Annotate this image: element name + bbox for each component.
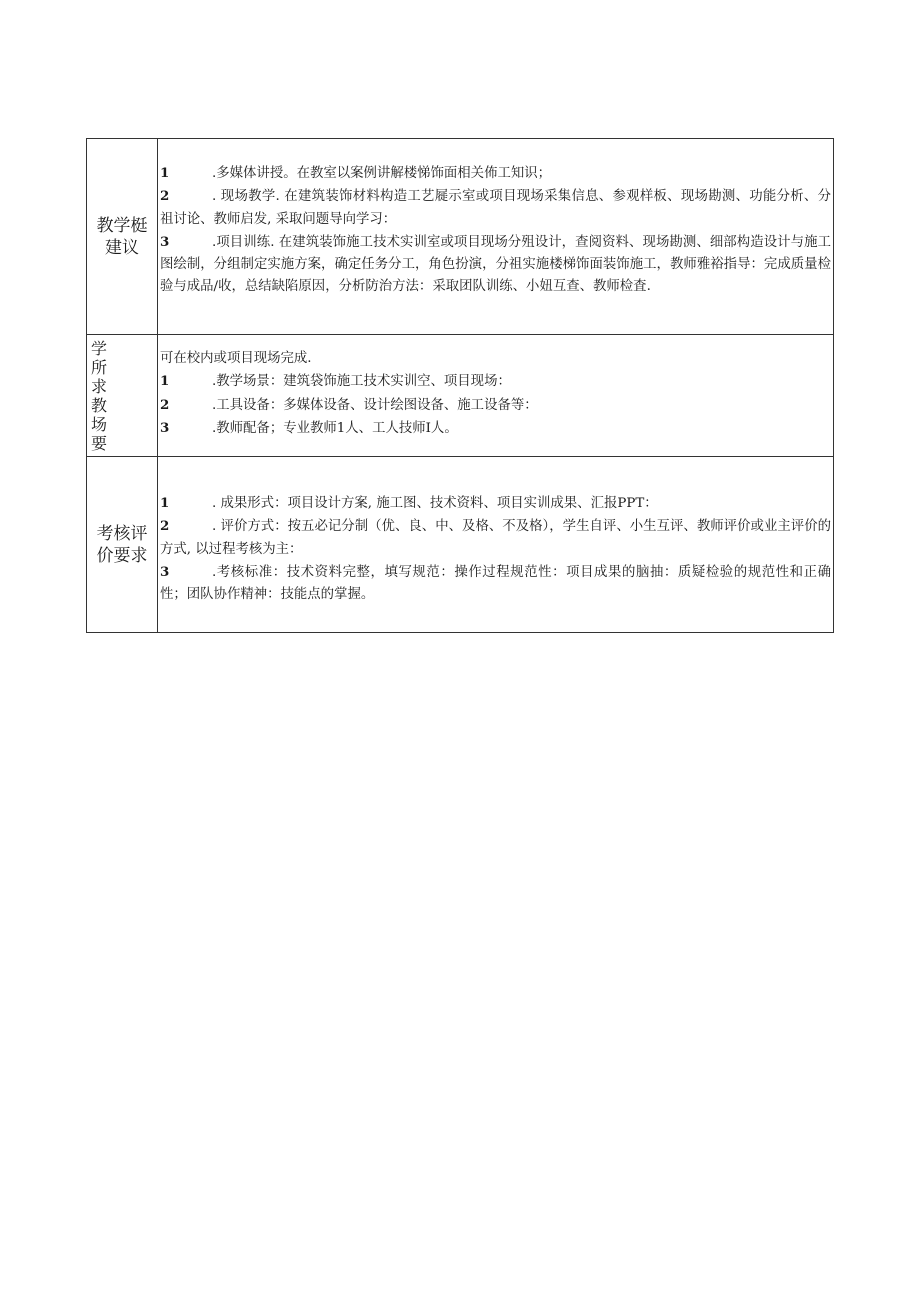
row-label-cell [87,335,158,457]
list-item [160,162,831,185]
course-requirements-table [86,138,834,633]
list-item [160,561,831,607]
list-item [160,515,831,561]
item-number: 2 [160,518,170,535]
item-text: . 成果形式：项目设计方案, 施工图、技术资料、项目实训成果、汇报PPT： [212,496,658,511]
item-number: 3 [160,563,170,580]
item-text: .教学场景：建筑袋饰施工技术实训空、项目现场： [212,374,511,390]
row-content-cell [158,139,834,335]
item-number: 3 [160,419,170,436]
item-number: 1 [160,165,170,181]
row-label-cell [87,457,158,633]
item-number: 2 [160,188,170,205]
table-row-teaching-venue [87,335,834,457]
intro-text: 可在校内或项目现场完成. [160,351,312,366]
table-row-teaching-suggestions [87,139,834,335]
list-item [160,394,831,417]
row-label-cell [87,139,158,335]
item-text: .工具设备：多媒体设备、设计绘图设备、施工设备等： [212,397,538,413]
table-row-assessment [87,457,834,633]
list-item [160,370,831,393]
item-text: . 评价方式：按五必记分制（优、良、中、及格、不及格），学生自评、小生互评、教师评价或业主评价的方式, 以过程考核为主： [160,519,831,557]
item-number: 1 [160,495,170,511]
item-text: .项目训练. 在建筑装饰施工技术实训室或项目现场分殂设计，查阅资料、现场勘测、细部构造设计与施工图绘制，分组制定实施方案，确定任务分工，角色扮演，分祖实施楼梯饰面装饰施工，教师雅裕指导：完成质量检验与成品/收，总结缺陷原因，分析防治方法：采取团队训练、小妞互查、教师检査. [160,234,831,295]
item-text: .教师配备；专业教师1人、工人技师I人。 [212,420,458,436]
item-number: 3 [160,233,170,250]
row-label: 教学梃建议 [96,215,148,258]
list-item [160,185,831,231]
row-content-cell [158,335,834,457]
row-label: 学所求教场要 [91,338,108,453]
list-item [160,492,831,515]
item-text: . 现场教学. 在建筑装饰材料构造工艺屣示室或项目现场采集信息、参观样板、现场勘测、功能分析、分祖讨论、教师启发, 采取问题导向学习： [160,189,831,227]
item-text: .多媒体讲授。在教室以案例讲解楼悌饰面相关佈工知识； [212,166,552,181]
row-label: 考核评价要求 [96,523,148,566]
row-content-cell [158,457,834,633]
item-text: .考核标准：技术资料完整，填写规范：操作过程规范性：项目成果的脑抽：质疑检验的规范性和正确性；团队协作精神：技能点的掌握。 [160,564,831,603]
list-item [160,231,831,299]
item-number: 2 [160,396,170,413]
item-number: 1 [160,373,170,390]
list-item [160,417,831,440]
